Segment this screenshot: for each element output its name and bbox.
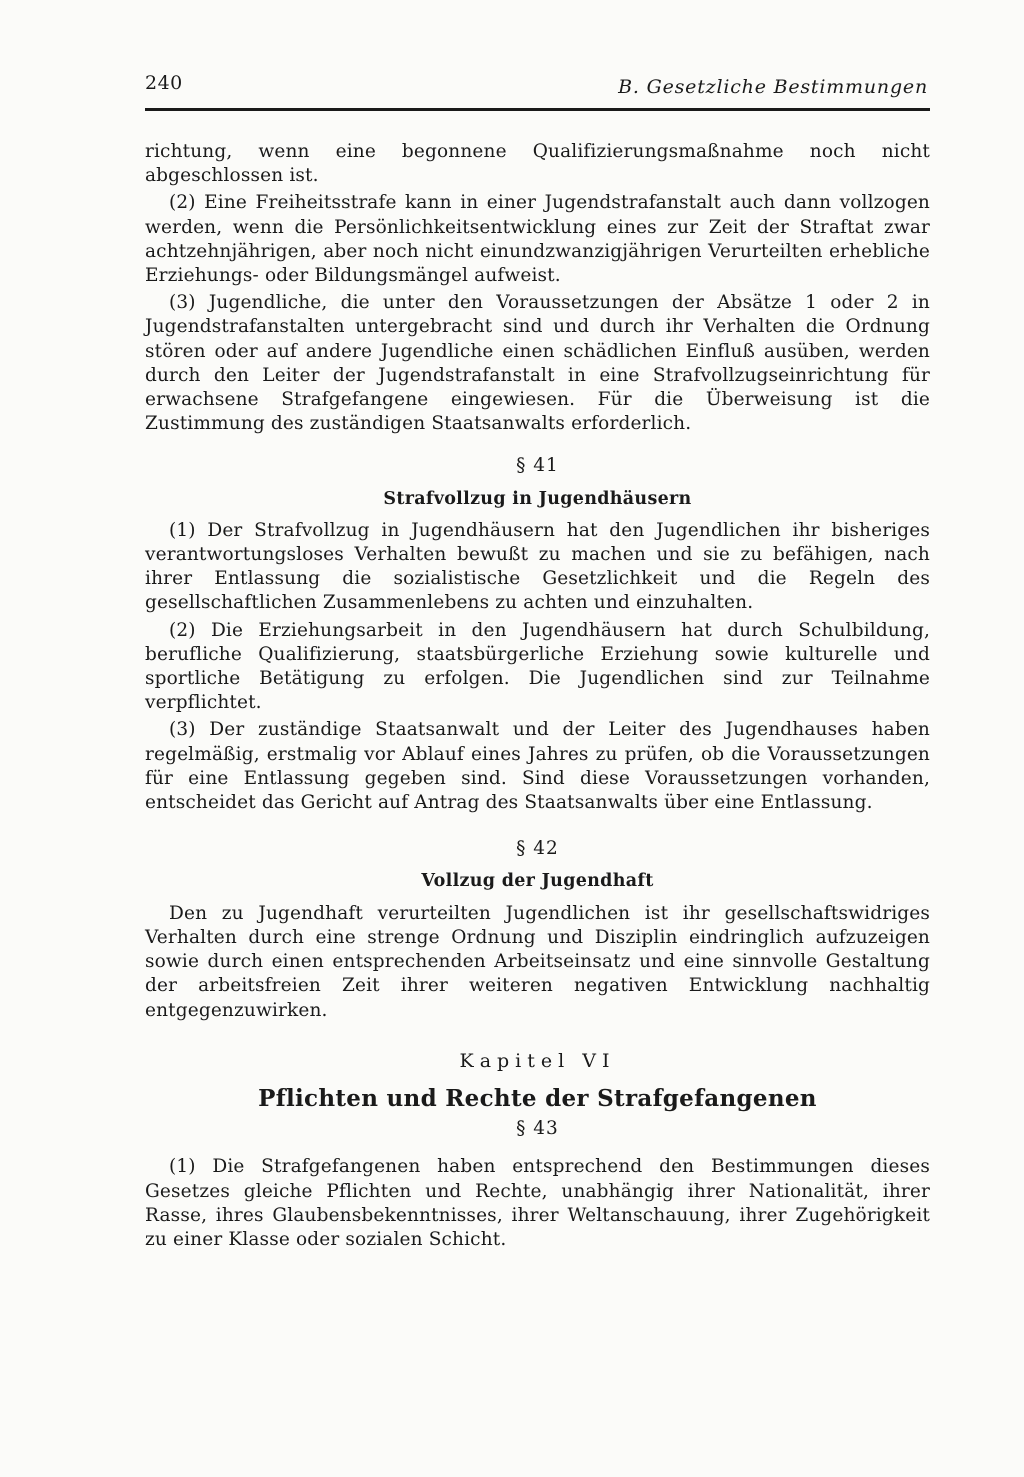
section-41-sign: § 41 bbox=[516, 455, 559, 477]
page-header bbox=[145, 70, 930, 104]
paragraph-41-1: (1) Der Strafvollzug in Jugendhäusern hat den Jugendlichen ihr bisheriges verantwortungsloses Verhalten bewußt zu machen und sie zu befähigen, nach ihrer Entlassung die sozialistische Gesetzlichkeit und die Regeln des gesellschaftlichen Zusammenlebens zu achten und einzuhalten. bbox=[145, 519, 930, 614]
page-number: 240 bbox=[145, 72, 183, 94]
section-42-title: Vollzug der Jugendhaft bbox=[421, 871, 654, 892]
paragraph-40-2: (2) Eine Freiheitsstrafe kann in einer Jugendstrafanstalt auch dann vollzogen werden, wenn die Persönlichkeitsentwicklung eines zur Zeit der Straftat zwar achtzehnjährigen, aber noch nicht einundzwanzigjährigen Verurteilten erhebliche Erziehungs- oder Bildungsmängel aufweist. bbox=[145, 192, 930, 287]
paragraph-42: Den zu Jugendhaft verurteilten Jugendlichen ist ihr gesellschaftswidriges Verhalten durch eine strenge Ordnung und Disziplin eindringlich aufzuzeigen sowie durch einen entsprechenden Arbeitseinsatz und eine sinnvolle Gestaltung der arbeitsfreien Zeit ihrer weiteren negativen Entwicklung nachhaltig entgegenzuwirken. bbox=[145, 902, 930, 1021]
paragraph-40-3: (3) Jugendliche, die unter den Voraussetzungen der Absätze 1 oder 2 in Jugendstrafanstalten untergebracht sind und durch ihr Verhalten die Ordnung stören oder auf andere Jugendliche einen schädlichen Einfluß ausüben, werden durch den Leiter der Jugendstrafanstalt in eine Strafvollzugseinrichtung für erwachsene Strafgefangene eingewiesen. Für die Überweisung ist die Zustimmung des zuständigen Staatsanwalts erforderlich. bbox=[145, 292, 930, 435]
paragraph-41-3: (3) Der zuständige Staatsanwalt und der Leiter des Jugendhauses haben regelmäßig, erstmalig vor Ablauf eines Jahres zu prüfen, ob die Voraussetzungen für eine Entlassung gegeben sind. Sind diese Voraussetzungen vorhanden, entscheidet das Gericht auf Antrag des Staatsanwalts über eine Entlassung. bbox=[145, 719, 930, 814]
chapter-title: Pflichten und Rechte der Strafgefangenen bbox=[258, 1084, 817, 1112]
section-42-sign: § 42 bbox=[516, 838, 559, 860]
paragraph-continuation: richtung, wenn eine begonnene Qualifizierungsmaßnahme noch nicht abgeschlossen ist. bbox=[145, 141, 930, 187]
running-title: B. Gesetzliche Bestimmungen bbox=[618, 76, 928, 98]
header-rule bbox=[145, 108, 930, 111]
chapter-label: Kapitel VI bbox=[459, 1049, 616, 1072]
section-43-sign: § 43 bbox=[516, 1118, 559, 1140]
section-41-title: Strafvollzug in Jugendhäusern bbox=[383, 488, 692, 509]
document-body bbox=[145, 140, 930, 1252]
paragraph-43-1: (1) Die Strafgefangenen haben entsprechend den Bestimmungen dieses Gesetzes gleiche Pflichten und Rechte, unabhängig ihrer Nationalität, ihrer Rasse, ihres Glaubensbekenntnisses, ihrer Weltanschauung, ihrer Zugehörigkeit zu einer Klasse oder sozialen Schicht. bbox=[145, 1156, 930, 1250]
paragraph-41-2: (2) Die Erziehungsarbeit in den Jugendhäusern hat durch Schulbildung, berufliche Qualifizierung, staatsbürgerliche Erziehung sowie kulturelle und sportliche Betätigung zu erfolgen. Die Jugendlichen sind zur Teilnahme verpflichtet. bbox=[145, 619, 930, 714]
